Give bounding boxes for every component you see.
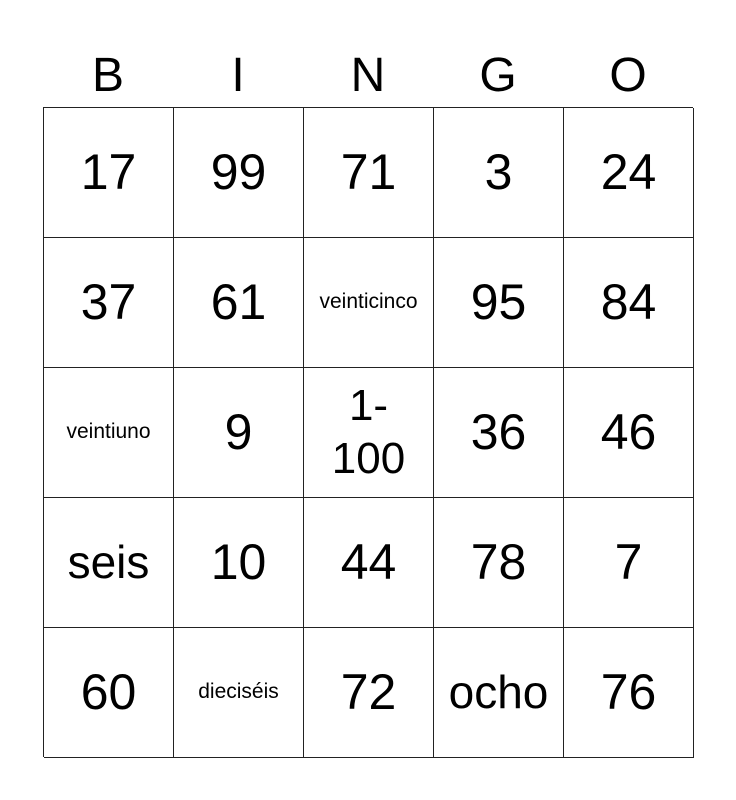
bingo-cell[interactable]: 3 xyxy=(434,108,564,238)
bingo-cell[interactable]: 17 xyxy=(44,108,174,238)
bingo-grid xyxy=(43,107,693,757)
header-letter-b: B xyxy=(91,49,124,102)
bingo-cell[interactable]: seis xyxy=(44,498,174,628)
bingo-cell[interactable]: 60 xyxy=(44,628,174,758)
bingo-cell[interactable]: 9 xyxy=(174,368,304,498)
bingo-cell[interactable]: 36 xyxy=(434,368,564,498)
bingo-cell[interactable]: 71 xyxy=(304,108,434,238)
bingo-cell[interactable]: 46 xyxy=(564,368,694,498)
bingo-cell[interactable]: 76 xyxy=(564,628,694,758)
bingo-cell[interactable]: 10 xyxy=(174,498,304,628)
bingo-cell[interactable]: 99 xyxy=(174,108,304,238)
bingo-cell[interactable]: 37 xyxy=(44,238,174,368)
bingo-cell[interactable]: 72 xyxy=(304,628,434,758)
bingo-cell[interactable]: 78 xyxy=(434,498,564,628)
bingo-cell[interactable]: 95 xyxy=(434,238,564,368)
bingo-cell[interactable]: 84 xyxy=(564,238,694,368)
header-letter-g: G xyxy=(479,49,517,102)
header-letter-i: I xyxy=(231,49,245,102)
bingo-cell[interactable]: 61 xyxy=(174,238,304,368)
bingo-cell[interactable]: dieciséis xyxy=(174,628,304,758)
bingo-cell[interactable]: 24 xyxy=(564,108,694,238)
bingo-cell[interactable]: 44 xyxy=(304,498,434,628)
bingo-header xyxy=(43,48,693,104)
bingo-cell[interactable]: veintiuno xyxy=(44,368,174,498)
bingo-cell[interactable]: 7 xyxy=(564,498,694,628)
header-letter-n: N xyxy=(350,49,386,102)
header-letter-o: O xyxy=(609,49,647,102)
bingo-cell[interactable]: ocho xyxy=(434,628,564,758)
bingo-cell[interactable]: veinticinco xyxy=(304,238,434,368)
bingo-cell[interactable]: 1-100 xyxy=(304,368,434,498)
